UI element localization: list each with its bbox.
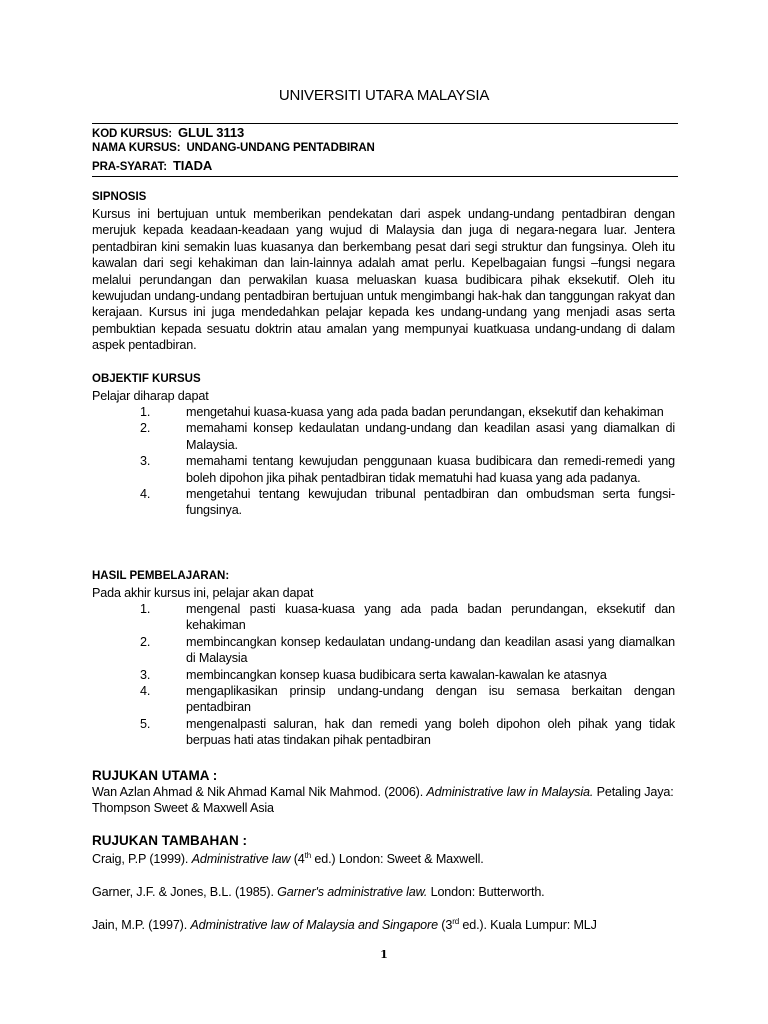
kod-kursus-row: [92, 125, 244, 140]
sipnosis-heading: SIPNOSIS: [92, 191, 147, 203]
rujukan-utama-heading: RUJUKAN UTAMA :: [92, 768, 218, 783]
rujukan-tambahan-heading: RUJUKAN TAMBAHAN :: [92, 833, 247, 848]
hasil-item: 1. mengenal pasti kuasa-kuasa yang ada pada badan perundangan, eksekutif dan kehakiman: [140, 602, 675, 633]
page-number: 1: [380, 948, 388, 961]
hasil-heading: HASIL PEMBELAJARAN:: [92, 570, 230, 582]
rujukan-tambahan-entry-3: Jain, M.P. (1997). Administrative law of Malaysia and Singapore (3rd ed.). Kuala Lumpur: MLJ: [92, 916, 597, 932]
kod-kursus-label: KOD KURSUS:: [92, 128, 173, 140]
rujukan-tambahan-entry-1: Craig, P.P (1999). Administrative law (4th ed.) London: Sweet & Maxwell.: [92, 850, 484, 866]
objektif-intro: Pelajar diharap dapat: [92, 389, 209, 403]
hasil-list: [92, 601, 675, 749]
prasyarat-label: PRA-SYARAT:: [92, 161, 167, 173]
book-title: Administrative law of Malaysia and Singapore: [190, 918, 438, 932]
nama-kursus-label: NAMA KURSUS:: [92, 142, 181, 154]
header-top-rule: [92, 123, 678, 124]
book-title: Garner's administrative law.: [277, 885, 428, 899]
kod-kursus-value: GLUL 3113: [178, 125, 245, 140]
hasil-intro: Pada akhir kursus ini, pelajar akan dapat: [92, 586, 314, 600]
nama-kursus-row: [92, 142, 375, 154]
objektif-item: 1. mengetahui kuasa-kuasa yang ada pada badan perundangan, eksekutif dan kehakiman: [140, 405, 664, 419]
objektif-item: 4. mengetahui tentang kewujudan tribunal pentadbiran dan ombudsman serta fungsi-fungsinya.: [140, 487, 675, 518]
book-title: Administrative law: [191, 852, 291, 866]
objektif-list: [92, 404, 675, 519]
page-title: UNIVERSITI UTARA MALAYSIA: [278, 87, 490, 104]
sipnosis-text: Kursus ini bertujuan untuk memberikan pendekatan dari aspek undang-undang pentadbiran dengan merujuk kepada keadaan-keadaan yang wujud di Malaysia dan juga di negara-negara luar. Jentera pentadbiran kini semakin luas kuasanya dan berkembang pesat dari segi struktur dan fungsinya. Oleh itu kawalan dari segi kehakiman dan lain-lainnya adalah amat perlu. Kepelbagaian fungsi –fungsi negara melalui perundangan dan perwakilan kuasa meluaskan kuasa budibicara pihak eksekutif. Oleh itu kewujudan undang-undang pentadbiran bertujuan untuk mengimbangi hak-hak dan tanggungan rakyat dan kerajaan. Kursus ini juga mendedahkan pelajar kepada kes undang-undang yang menjadi asas serta pembuktian kepada sesuatu doktrin atau amalan yang mempunyai kuatkuasa undang-undang di dalam aspek pentadbiran.: [92, 207, 675, 353]
book-title: Administrative law in Malaysia.: [426, 785, 594, 799]
nama-kursus-value: UNDANG-UNDANG PENTADBIRAN: [186, 142, 375, 154]
hasil-item: 4. mengaplikasikan prinsip undang-undang dengan isu semasa berkaitan dengan pentadbiran: [140, 684, 675, 715]
objektif-item: 3. memahami tentang kewujudan penggunaan kuasa budibicara dan remedi-remedi yang boleh dipohon jika pihak pentadbiran tidak mematuhi had kuasa yang ada padanya.: [140, 454, 675, 485]
prasyarat-value: TIADA: [172, 158, 213, 173]
rujukan-utama-entry: Wan Azlan Ahmad & Nik Ahmad Kamal Nik Mahmod. (2006). Administrative law in Malaysia. Petaling Jaya: Thompson Sweet & Maxwell Asia: [92, 785, 674, 816]
hasil-item: 2. membincangkan konsep kedaulatan undang-undang dan keadilan asasi yang diamalkan di Malaysia: [140, 634, 675, 666]
hasil-item: 5. mengenalpasti saluran, hak dan remedi yang boleh dipohon oleh pihak yang tidak berpuas hati atas tindakan pihak pentadbiran: [140, 716, 675, 748]
hasil-item: 3. membincangkan konsep kuasa budibicara serta kawalan-kawalan ke atasnya: [140, 667, 607, 682]
prasyarat-row: [92, 158, 212, 173]
objektif-item: 2. memahami konsep kedaulatan undang-undang dan keadilan asasi yang diamalkan di Malaysia.: [140, 421, 675, 452]
rujukan-tambahan-entry-2: Garner, J.F. & Jones, B.L. (1985). Garner's administrative law. London: Butterworth.: [92, 885, 545, 899]
objektif-heading: OBJEKTIF KURSUS: [92, 373, 201, 385]
header-bottom-rule: [92, 176, 678, 177]
